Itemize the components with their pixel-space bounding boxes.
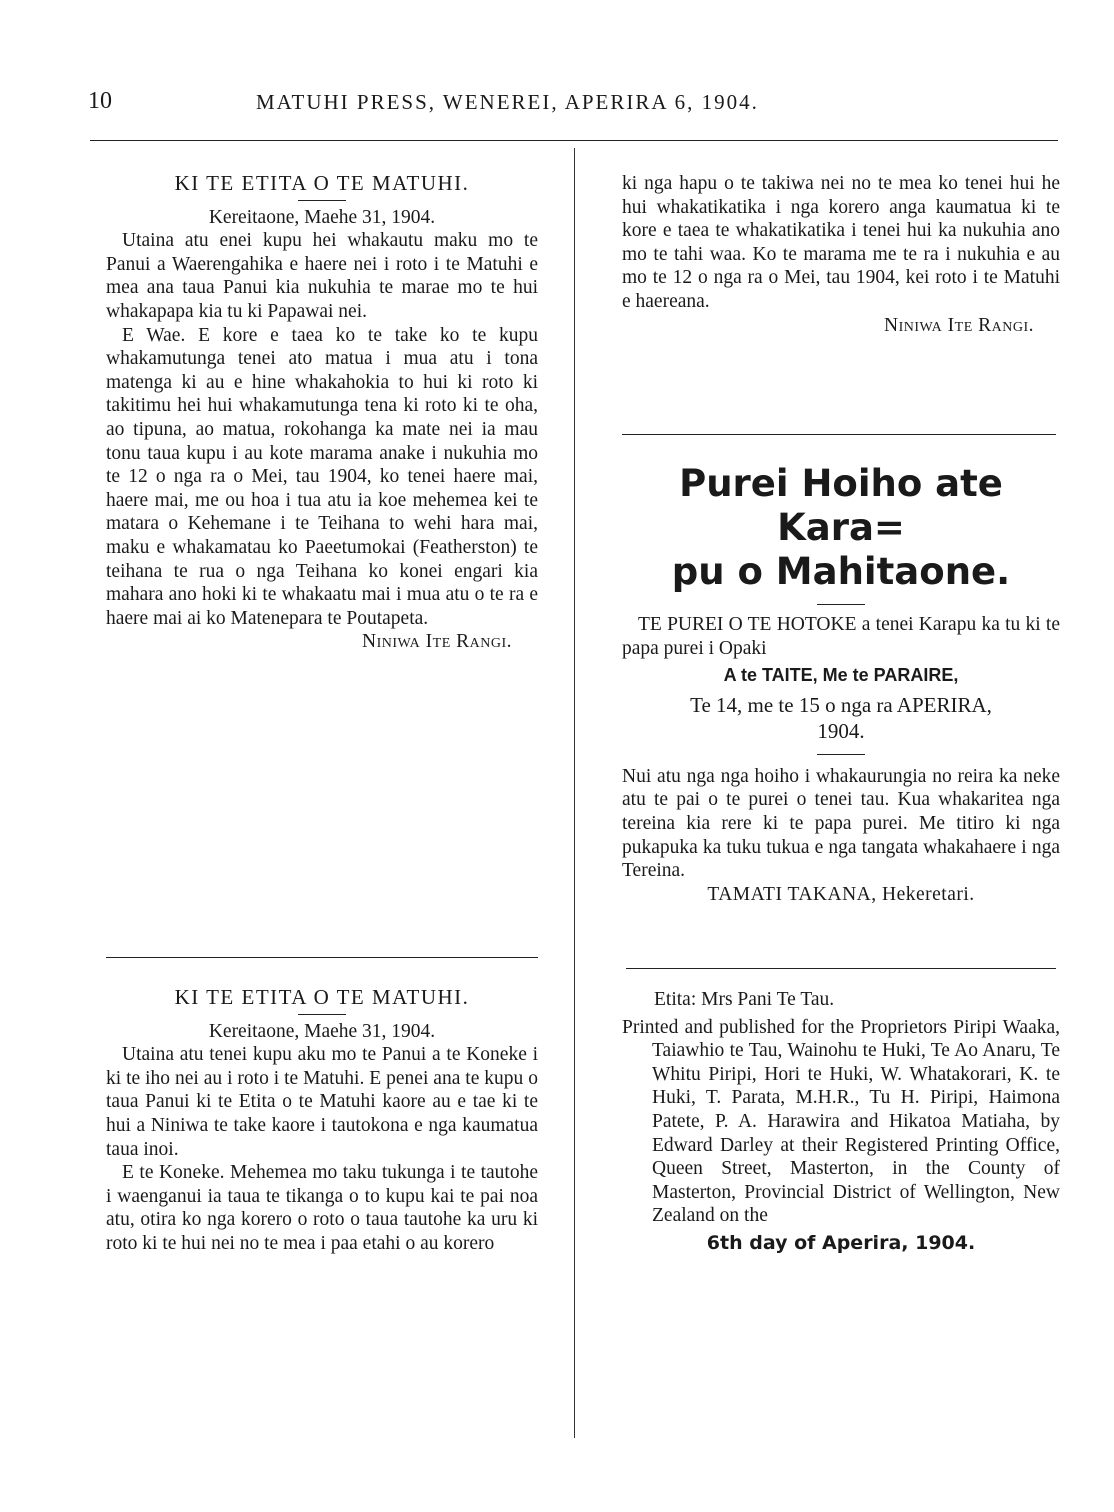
letter-2 (106, 986, 538, 1256)
advert-days: A te TAITE, Me te PARAIRE, (723, 665, 959, 686)
page-header (88, 88, 1058, 122)
title-rule (817, 604, 865, 605)
advert-title-line-1: Purei Hoiho ate Kara= (679, 462, 1003, 549)
letter-2-paragraph-2: E te Koneke. Mehemea mo taku tukunga i te tautohe i waenganui ia taua te tikanga o to kupu kai te pai noa atu, otira ko nga korero o roto o taua tautohe ka uru ki roto ki te hui nei no te mea i paa etahi o au korero (106, 1162, 538, 1254)
race-advert (622, 462, 1060, 906)
letter-separator (106, 957, 538, 958)
letter-2-signature: Niniwa Ite Rangi. (883, 314, 1034, 336)
letter-1-paragraph-2: E Wae. E kore e taea ko te take ko te kupu whakamutunga tenei ato matua i mua atu i tona matenga ki au e hine whakahokia to hui ki roto ki takitimu hei hui whakamutunga tena ki roto ki te oha, ao tipuna, ao matua, rokohanga ka mate nei ia mau tonu taua kupu i au kote marama anake i nukuhia mo te 12 o nga ra o Mei, tau 1904, ko tenei haere mai, haere mai, me ou hoa i tua atu ia koe mehemea kei te matara o Kehemane i te Teihana to wehi hara mai, maku e whakamatau ko Paeetumokai (Featherston) te teihana te rua o nga Teihana ko konei engari kia mahara ano hoki ki te whakaatu mai i mua atu o te ra e haere mai ai ko Matenepara te Poutapeta. (106, 324, 538, 629)
advert-intro: TE PUREI O TE HOTOKE a tenei Karapu ka tu ki te papa purei i Opaki (622, 614, 1060, 659)
imprint (622, 988, 1060, 1256)
advert-separator-top (622, 434, 1056, 435)
letter-1 (106, 172, 538, 654)
page-number: 10 (88, 88, 112, 114)
letter-1-dateline: Kereitaone, Maehe 31, 1904. (208, 206, 436, 228)
title-rule (298, 1014, 346, 1015)
dates-rule (817, 754, 865, 755)
advert-dates-line-2: 1904. (817, 718, 865, 743)
letter-1-signature: Niniwa Ite Rangi. (361, 631, 512, 653)
letter-2-continued (622, 172, 1060, 337)
letter-2-dateline: Kereitaone, Maehe 31, 1904. (208, 1020, 436, 1042)
advert-title-line-2: pu o Mahitaone. (671, 550, 1011, 593)
column-divider (574, 148, 575, 1438)
advert-signature: TAMATI TAKANA, Hekeretari. (707, 883, 975, 905)
letter-1-title: KI TE ETITA O TE MATUHI. (174, 171, 470, 195)
advert-body: Nui atu nga nga hoiho i whakaurungia no reira ka neke atu te pai o te purei o tenei tau. Kua whakaritea nga tereina kia rere ki te papa purei. Me titiro ki nga pukapuka ka tuku tukua e nga tangata whakahaere i nga Tereina. (622, 765, 1060, 882)
imprint-date: 6th day of Aperira, 1904. (706, 1231, 976, 1254)
letter-2-paragraph-1: Utaina atu tenei kupu aku mo te Panui a te Koneke i ki te iho nei au i roto i te Matuhi. E penei ana te kupu o taua Panui ki te Etita o te Matuhi kaore au e tae ki te hui a Niniwa te take kaore i tautokona e nga kaumatua taua inoi. (106, 1044, 538, 1160)
editor-line: Etita: Mrs Pani Te Tau. (654, 989, 835, 1010)
running-head: MATUHI PRESS, WENEREI, APERIRA 6, 1904. (256, 90, 759, 114)
title-rule (298, 200, 346, 201)
letter-2-continued-text: ki nga hapu o te takiwa nei no te mea ko tenei hui he hui whakatikatika i nga korero anga kaumatua ki te kore e taea te whakatikatika i tenei hui ka nukuhia ano mo te tahi waa. Ko te marama me te ra i nukuhia e au mo te 12 o nga ra o Mei, tau 1904, kei roto i te Matuhi e haereana. (622, 173, 1060, 312)
imprint-separator (626, 968, 1056, 969)
letter-1-paragraph-1: Utaina atu enei kupu hei whakautu maku mo te Panui a Waerengahika e haere nei i roto i te Matuhi e mea ana taua Panui kia nukuhia te marae mo te hui whakapapa kia tu ki Papawai nei. (106, 230, 538, 322)
letter-2-title: KI TE ETITA O TE MATUHI. (174, 985, 470, 1009)
header-rule (90, 140, 1058, 141)
advert-dates-line-1: Te 14, me te 15 o nga ra APERIRA, (690, 692, 992, 717)
imprint-text: Printed and published for the Proprietors Piripi Waaka, Taiawhio te Tau, Wainohu te Huki, Te Ao Anaru, Te Whitu Piripi, Hori te Huki, W. Whatakorari, K. te Huki, T. Parata, M.H.R., Tu H. Piripi, Haimona Patete, P. A. Harawira and Hikatoa Matiaha, by Edward Darley at their Registered Printing Office, Queen Street, Masterton, in the County of Masterton, Provincial District of Wellington, New Zealand on the (622, 1016, 1060, 1227)
